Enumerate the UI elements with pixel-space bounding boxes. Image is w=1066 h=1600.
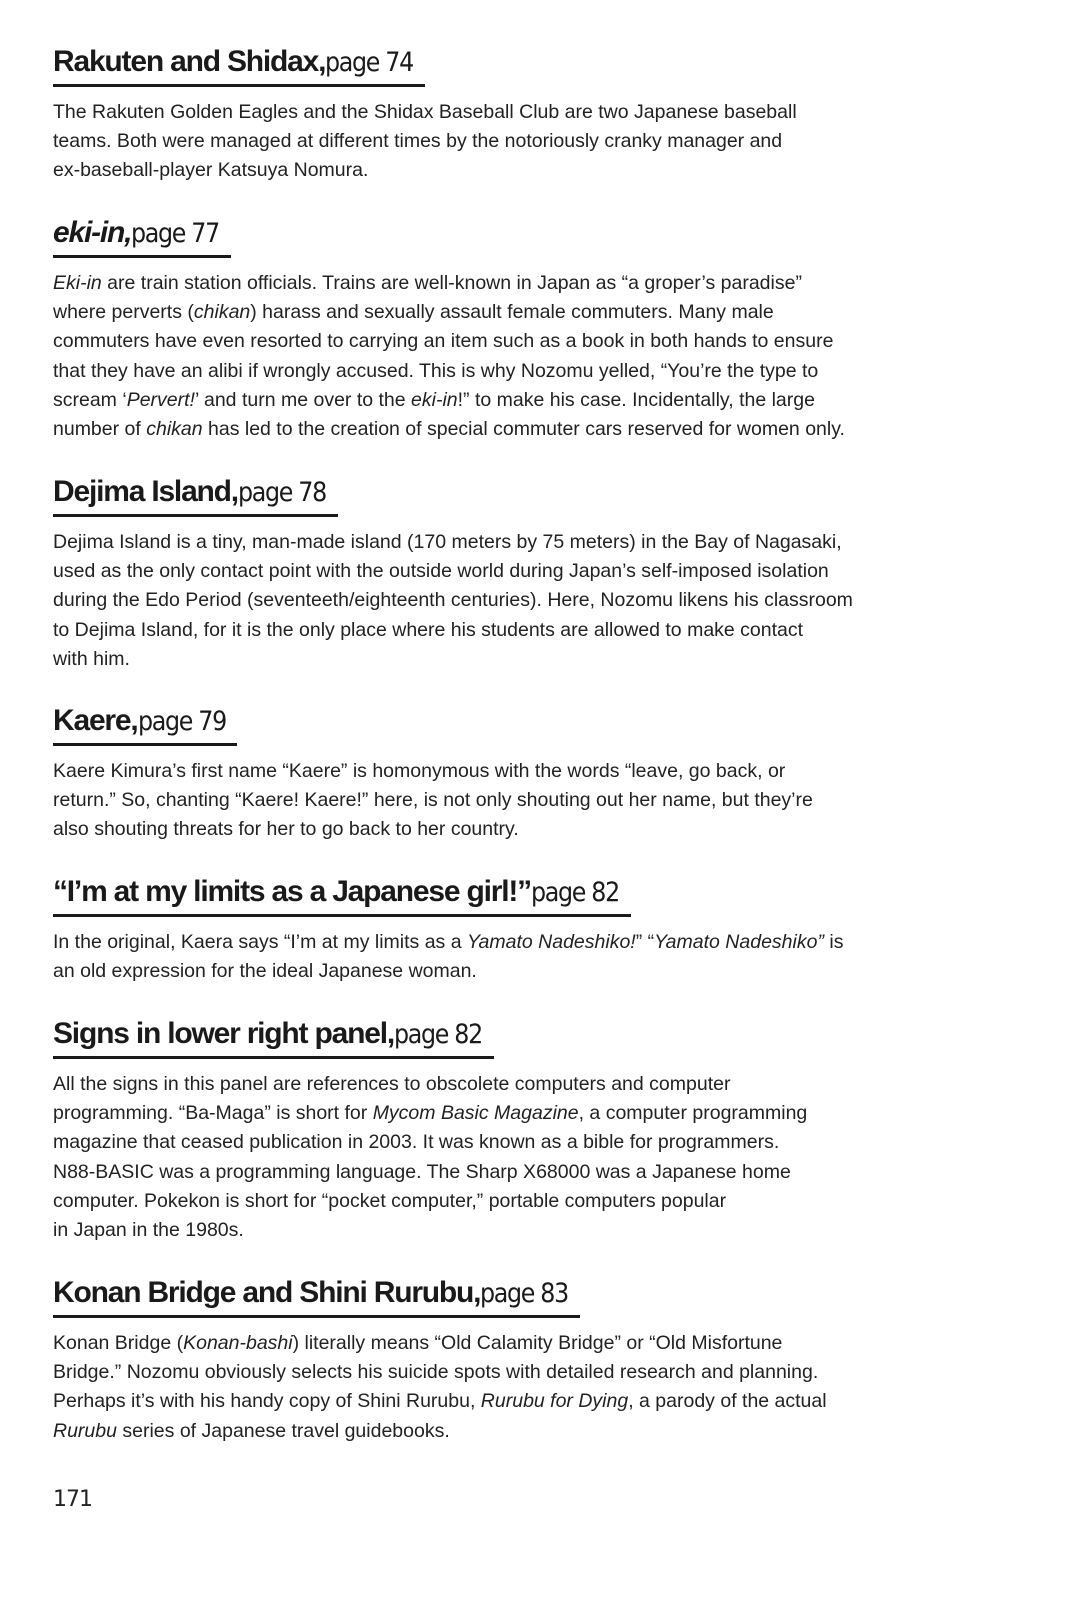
body-text: N88-BASIC was a programming language. The Sharp X68000 was a Japanese home [53, 1160, 791, 1183]
body-text: has led to the creation of special commuter cars reserved for women only. [202, 418, 845, 441]
entry-term: Konan Bridge and Shini Rurubu, [53, 1276, 481, 1309]
entry-heading [53, 874, 631, 917]
glossary-entry-eki-in [53, 215, 903, 444]
italic-term: Yamato Nadeshiko! [466, 931, 636, 953]
entry-body [53, 1329, 903, 1446]
entry-heading [53, 703, 237, 746]
italic-term: eki-in [411, 388, 458, 411]
body-text: Konan Bridge ( [53, 1332, 184, 1354]
italic-term: Yamato Nadeshiko” [654, 931, 824, 953]
italic-term: chikan [146, 418, 203, 441]
body-text: programming. “Ba-Maga” is short for [53, 1102, 373, 1125]
body-text: are train station officials. Trains are well-known in Japan as “a groper’s paradise” [101, 272, 802, 294]
entry-page-reference: page 74 [325, 47, 414, 78]
body-text: ” “ [635, 931, 655, 953]
italic-term: Eki-in [53, 272, 102, 294]
body-line: Dejima Island is a tiny, man-made island (170 meters by 75 meters) in the Bay of Nagasaki, [53, 531, 842, 553]
italic-term: Rurubu [53, 1419, 117, 1442]
body-text: series of Japanese travel guidebooks. [116, 1419, 450, 1442]
italic-term: Mycom Basic Magazine [372, 1102, 579, 1125]
body-text: an old expression for the ideal Japanese woman. [53, 960, 477, 983]
entry-body [53, 757, 903, 845]
entry-body [53, 928, 903, 986]
body-line: used as the only contact point with the outside world during Japan’s self-imposed isolation [53, 560, 829, 583]
body-text: All the signs in this panel are references to obscolete computers and computer [53, 1073, 731, 1095]
entry-page-reference: page 79 [137, 706, 226, 737]
body-text: Bridge.” Nozomu obviously selects his suicide spots with detailed research and planning. [53, 1361, 819, 1384]
entry-page-reference: page 82 [530, 877, 619, 908]
entry-body [53, 98, 903, 186]
entry-body [53, 269, 903, 444]
entry-term: Rakuten and Shidax, [53, 45, 326, 78]
body-line: teams. Both were managed at different times by the notoriously cranky manager and [53, 130, 783, 153]
entry-term: Dejima Island, [53, 475, 238, 508]
body-text: is [823, 931, 844, 953]
body-text: in Japan in the 1980s. [53, 1219, 244, 1242]
entry-page-reference: page 82 [393, 1019, 482, 1050]
body-line: ex-baseball-player Katsuya Nomura. [53, 159, 369, 182]
body-text: where perverts ( [53, 301, 194, 324]
body-line: The Rakuten Golden Eagles and the Shidax Baseball Club are two Japanese baseball [53, 101, 797, 123]
entry-page-reference: page 83 [480, 1278, 569, 1309]
body-text: that they have an alibi if wrongly accused. This is why Nozomu yelled, “You’re the type to [53, 359, 819, 382]
glossary-entry-dejima-island [53, 474, 903, 674]
body-text: ) literally means “Old Calamity Bridge” or “Old Misfortune [292, 1332, 783, 1354]
glossary-entry-rakuten-shidax [53, 44, 903, 186]
entry-heading [53, 44, 425, 87]
italic-term: chikan [193, 301, 251, 324]
page-number: 171 [53, 1487, 92, 1512]
entry-term: Signs in lower right panel, [53, 1017, 394, 1050]
body-line: with him. [53, 647, 130, 670]
body-line: return.” So, chanting “Kaere! Kaere!” here, is not only shouting out her name, but they’re [53, 789, 813, 812]
body-text: commuters have even resorted to carrying an item such as a book in both hands to ensure [53, 330, 834, 353]
body-text: In the original, Kaera says “I’m at my limits as a [53, 931, 467, 953]
body-line: during the Edo Period (seventeeth/eighteenth centuries). Here, Nozomu likens his classroom [53, 589, 853, 612]
italic-term: Pervert! [126, 388, 195, 411]
body-text: , a computer programming [578, 1102, 808, 1125]
entry-body [53, 528, 903, 674]
entry-page-reference: page 77 [131, 218, 220, 249]
glossary-entry-konan-bridge [53, 1275, 903, 1446]
entry-heading [53, 215, 231, 258]
body-text: ) harass and sexually assault female commuters. Many male [250, 301, 774, 324]
body-line: Kaere Kimura’s first name “Kaere” is homonymous with the words “leave, go back, or [53, 760, 786, 782]
entry-term: eki-in, [53, 216, 132, 249]
entry-body [53, 1070, 903, 1245]
body-line: also shouting threats for her to go back to her country. [53, 818, 519, 841]
entry-page-reference: page 78 [237, 477, 326, 508]
entry-heading [53, 1016, 494, 1059]
glossary-entry-japanese-girl [53, 874, 903, 986]
entry-term: “I’m at my limits as a Japanese girl!” [53, 875, 531, 908]
body-text: magazine that ceased publication in 2003. It was known as a bible for programmers. [53, 1131, 780, 1154]
body-text: , a parody of the actual [628, 1390, 827, 1413]
body-text: Perhaps it’s with his handy copy of Shini Rurubu, [53, 1390, 481, 1413]
body-text: number of [53, 418, 147, 441]
italic-term: Rurubu for Dying [480, 1390, 629, 1413]
glossary-entry-kaere [53, 703, 903, 845]
entry-term: Kaere, [53, 704, 138, 737]
body-line: to Dejima Island, for it is the only place where his students are allowed to make contact [53, 618, 804, 641]
body-text: computer. Pokekon is short for “pocket computer,” portable computers popular [53, 1189, 727, 1212]
entry-heading [53, 1275, 580, 1318]
italic-term: Konan-bashi [183, 1332, 293, 1354]
body-text: scream ‘ [53, 388, 127, 411]
glossary-entry-signs-lower-right [53, 1016, 903, 1245]
body-text: ’ and turn me over to the [194, 388, 412, 411]
body-text: !” to make his case. Incidentally, the large [457, 388, 815, 411]
entry-heading [53, 474, 338, 517]
